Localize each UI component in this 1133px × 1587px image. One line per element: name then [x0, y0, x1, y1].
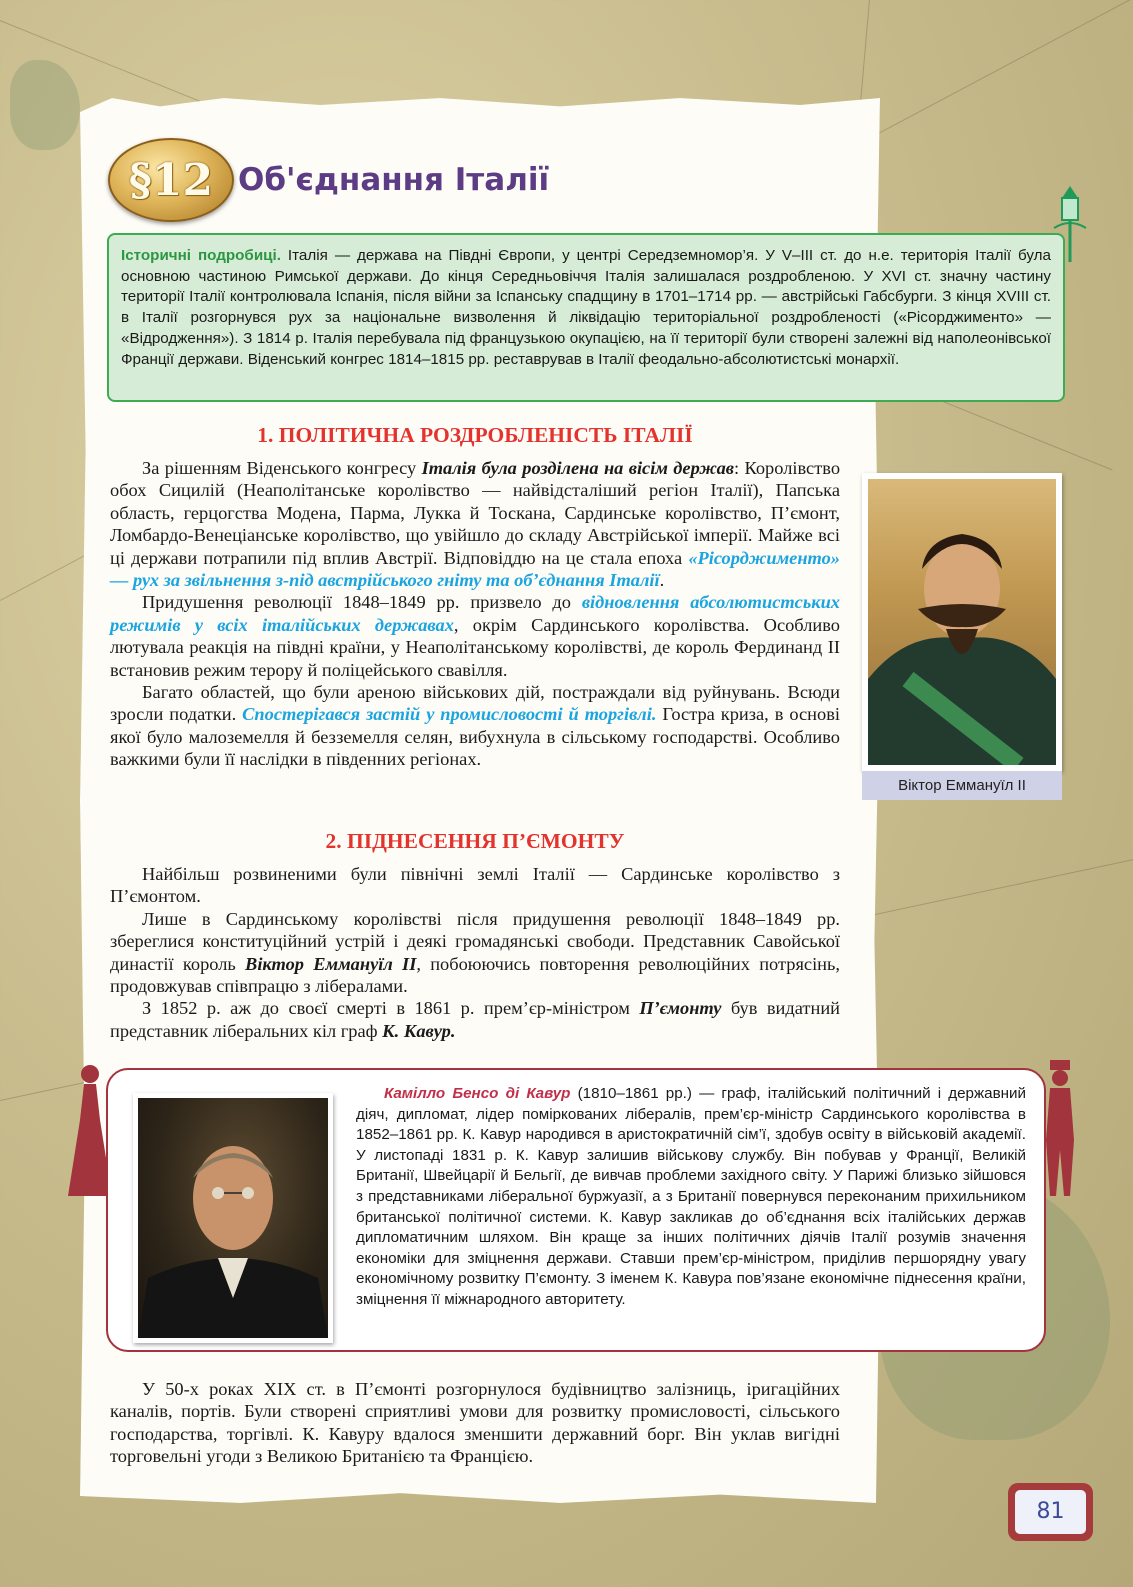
- text-run: Гостра криза, в основі якої було малоземелля й безземелля селян, вибухнула в сільському господарстві. Особливо важкими були її наслідки в південних регіонах.: [110, 704, 841, 770]
- section-2-body: [110, 863, 840, 1042]
- page-number: 81: [1015, 1490, 1086, 1534]
- historical-details-lead: Історичні подробиці.: [121, 247, 281, 264]
- portrait-figure: [138, 1098, 328, 1338]
- paragraph: [110, 681, 840, 771]
- emphasis: П’ємонту: [639, 998, 722, 1019]
- paragraph: [110, 591, 840, 681]
- paragraph: Найбільш розвиненими були північні землі Італії — Сардинське королівство з П’ємонтом.: [110, 864, 840, 907]
- portrait-caption: Віктор Еммануїл II: [862, 771, 1062, 800]
- text-run: За рішенням Віденського конгресу: [142, 458, 422, 478]
- section-1-body: [110, 457, 840, 771]
- text-run: , побоюючись повторення революційних потрясінь, продовжував співпрацю з лібералами.: [110, 953, 840, 997]
- emphasis: Італія була розділена на вісім держав: [421, 458, 735, 478]
- text-run: Придушення революції 1848–1849 рр. призвело до: [142, 592, 582, 613]
- emphasis: Віктор Еммануїл II: [245, 953, 417, 974]
- closing-body: [110, 1378, 840, 1468]
- chapter-title: Об'єднання Італії: [238, 162, 550, 198]
- paragraph: [110, 997, 840, 1042]
- paragraph: У 50-х роках XIX ст. в П’ємонті розгорнулося будівництво залізниць, іригаційних каналів, портів. Були створені сприятливі умови для розвитку промисловості, сільського господарства, торгівлі. К. Кавуру вдалося зменшити державний борг. Він уклав вигідні торговельні угоди з Великою Британією та Францією.: [110, 1379, 840, 1467]
- text-run: З 1852 р. аж до своєї смерті в 1861 р. прем’єр-міністром: [142, 998, 640, 1019]
- portrait-victor-emmanuel: [862, 473, 1062, 771]
- biography-body: (1810–1861 рр.) — граф, італійський політичний і державний діяч, дипломат, лідер поміркованих лібералів, прем’єр-міністр Сардинського королівства в 1852–1861 рр. К. Кавур народився в аристократичній сім’ї, здобув освіту в військовій академії. У листопаді 1831 р. К. Кавур залишив військову службу. Він побував у Франції, Великій Британії, Швейцарії й Бельгії, де вивчав проблеми західного світу. У Парижі близько зійшовся з представниками ліберальної буржуазії, а з Британії повернувся переконаним прихильником британської політичної системи. К. Кавур закликав до об’єднання всіх італійських держав дипломатичним шляхом. Він краще за інших політичних діячів Італії розумів значення економіки для зміцнення держави. Ставши прем’єр-міністром, приділив першорядну увагу економічному розвитку П’ємонту. З іменем К. Кавура пов’язане економічне піднесення країни, зміцнення її міжнародного авторитету.: [356, 1085, 1026, 1308]
- historical-details-text: Італія — держава на Півдні Європи, у центрі Середземномор’я. У V–III ст. до н.е. територія Італії була основною частиною Римської держави. До кінця Середньовіччя Італія залишалася роздробленою. У XVI ст. значну частину території Італії контролювала Іспанія, після війни за Іспанську спадщину в 1701–1714 рр. — австрійські Габсбурги. З кінця XVIII ст. в Італії розгорнувся рух за національне визволення й ліквідацію територіальної роздробленості («Рісорджименто» — «Відродження»). З 1814 р. Італія перебувала під французькою окупацією, на її території були створені залежні від наполеонівської Франції держави. Віденський конгрес 1814–1815 рр. реставрував в Італії феодально-абсолютистські монархії.: [121, 247, 1051, 368]
- highlight-text: Спостерігався застій у промисловості й торгівлі.: [242, 704, 657, 725]
- historical-details-box: [107, 233, 1065, 402]
- text-run: Лише в Сардинському королівстві після придушення революції 1848–1849 рр. збереглися конституційний устрій і деякі громадянські свободи. Представник Савойської династії король: [110, 908, 840, 974]
- text-run: був видатний представник ліберальних кіл граф: [110, 998, 840, 1041]
- paragraph-badge: §12: [108, 138, 234, 222]
- page-number-badge: [1008, 1483, 1093, 1541]
- text-run: Багато областей, що були ареною військових дій, постраждали від руйнувань. Всюди зросли податки.: [110, 682, 840, 725]
- highlight-text: «Рісорджименто» — рух за звільнення з-під австрійського гніту та об’єднання Італії: [110, 547, 840, 591]
- text-run: , окрім Сардинського королівства. Особливо лютувала реакція на півдні країни, у Неаполітанському королівстві, де король Фердинанд II встановив режим терору й поліцейського свавілля.: [110, 614, 840, 680]
- section-2-heading: 2. ПІДНЕСЕННЯ П’ЄМОНТУ: [325, 829, 625, 853]
- portrait-figure: [868, 479, 1056, 765]
- text-run: : Королівство обох Сицилій (Неаполітанське королівство — найвідсталіший регіон Італії), Папська область, герцогства Модена, Парма, Лукка й Тоскана, Сардинське королівство, П’ємонт, Ломбардо-Венеціанське королівство, що увійшло до складу Австрійської імперії. Майже всі ці держави потрапили під вплив Австрії. Відповіддю на це стала епоха: [110, 458, 841, 568]
- biography-text: [356, 1084, 1026, 1311]
- portrait-image: [868, 479, 1056, 765]
- portrait-cavour: [133, 1093, 333, 1343]
- text-run: .: [659, 570, 665, 591]
- paragraph: [110, 908, 840, 998]
- paragraph: [110, 457, 840, 591]
- biography-name: Камілло Бенсо ді Кавур: [384, 1085, 571, 1102]
- map-landmass: [10, 60, 80, 150]
- section-1-heading: 1. ПОЛІТИЧНА РОЗДРОБЛЕНІСТЬ ІТАЛІЇ: [257, 423, 693, 447]
- emphasis: К. Кавур.: [382, 1020, 456, 1041]
- highlight-text: відновлення абсолютистських режимів у всіх італійських державах: [110, 592, 840, 635]
- portrait-image: [138, 1098, 328, 1338]
